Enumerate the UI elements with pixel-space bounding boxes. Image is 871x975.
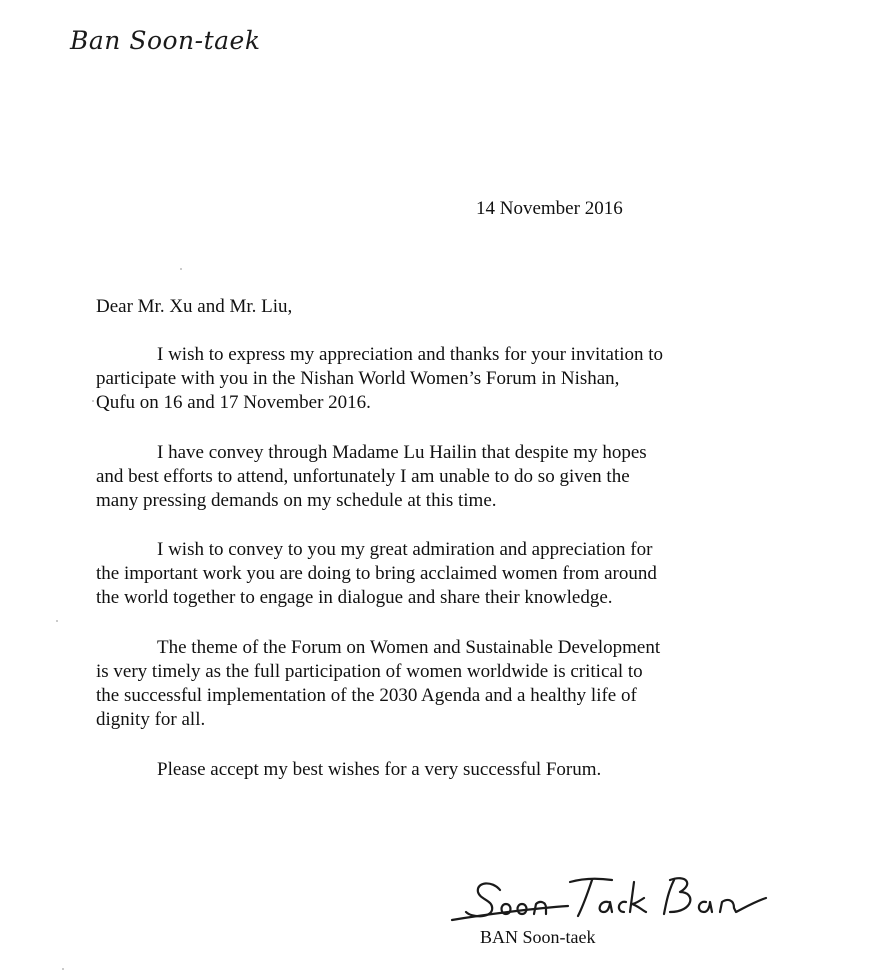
paragraph-line: I wish to express my appreciation and thanks for your invitation to [157, 344, 664, 365]
letterhead-name: Ban Soon-taek [70, 26, 261, 55]
paragraph-5 [96, 758, 601, 782]
signer-name: BAN Soon-taek [480, 927, 596, 947]
paragraph-line: and best efforts to attend, unfortunately I am unable to do so given the [96, 466, 630, 487]
letter-date: 14 November 2016 [476, 198, 623, 219]
paragraph-line: the world together to engage in dialogue and share their knowledge. [96, 587, 613, 608]
paragraph-1 [96, 343, 663, 415]
paragraph-line: dignity for all. [96, 709, 206, 730]
paragraph-3 [96, 538, 657, 610]
paragraph-line: is very timely as the full participation of women worldwide is critical to [96, 661, 643, 682]
paragraph-4 [96, 636, 660, 732]
salutation: Dear Mr. Xu and Mr. Liu, [96, 296, 293, 317]
scan-speck [180, 268, 182, 270]
paragraph-line: many pressing demands on my schedule at this time. [96, 490, 497, 511]
paragraph-line: The theme of the Forum on Women and Sustainable Development [157, 637, 661, 658]
paragraph-line: I have convey through Madame Lu Hailin that despite my hopes [157, 442, 647, 463]
paragraph-line: I wish to convey to you my great admiration and appreciation for [157, 539, 653, 560]
paragraph-line: Please accept my best wishes for a very successful Forum. [157, 759, 602, 780]
handwritten-signature [448, 868, 778, 928]
paragraph-line: the important work you are doing to bring acclaimed women from around [96, 563, 657, 584]
paragraph-line: Qufu on 16 and 17 November 2016. [96, 392, 371, 413]
paragraph-line: participate with you in the Nishan World Women’s Forum in Nishan, [96, 368, 620, 389]
scan-speck [56, 620, 58, 622]
paragraph-line: the successful implementation of the 2030 Agenda and a healthy life of [96, 685, 637, 706]
scan-speck [92, 400, 94, 402]
paragraph-2 [96, 441, 647, 513]
scan-speck [62, 968, 64, 970]
